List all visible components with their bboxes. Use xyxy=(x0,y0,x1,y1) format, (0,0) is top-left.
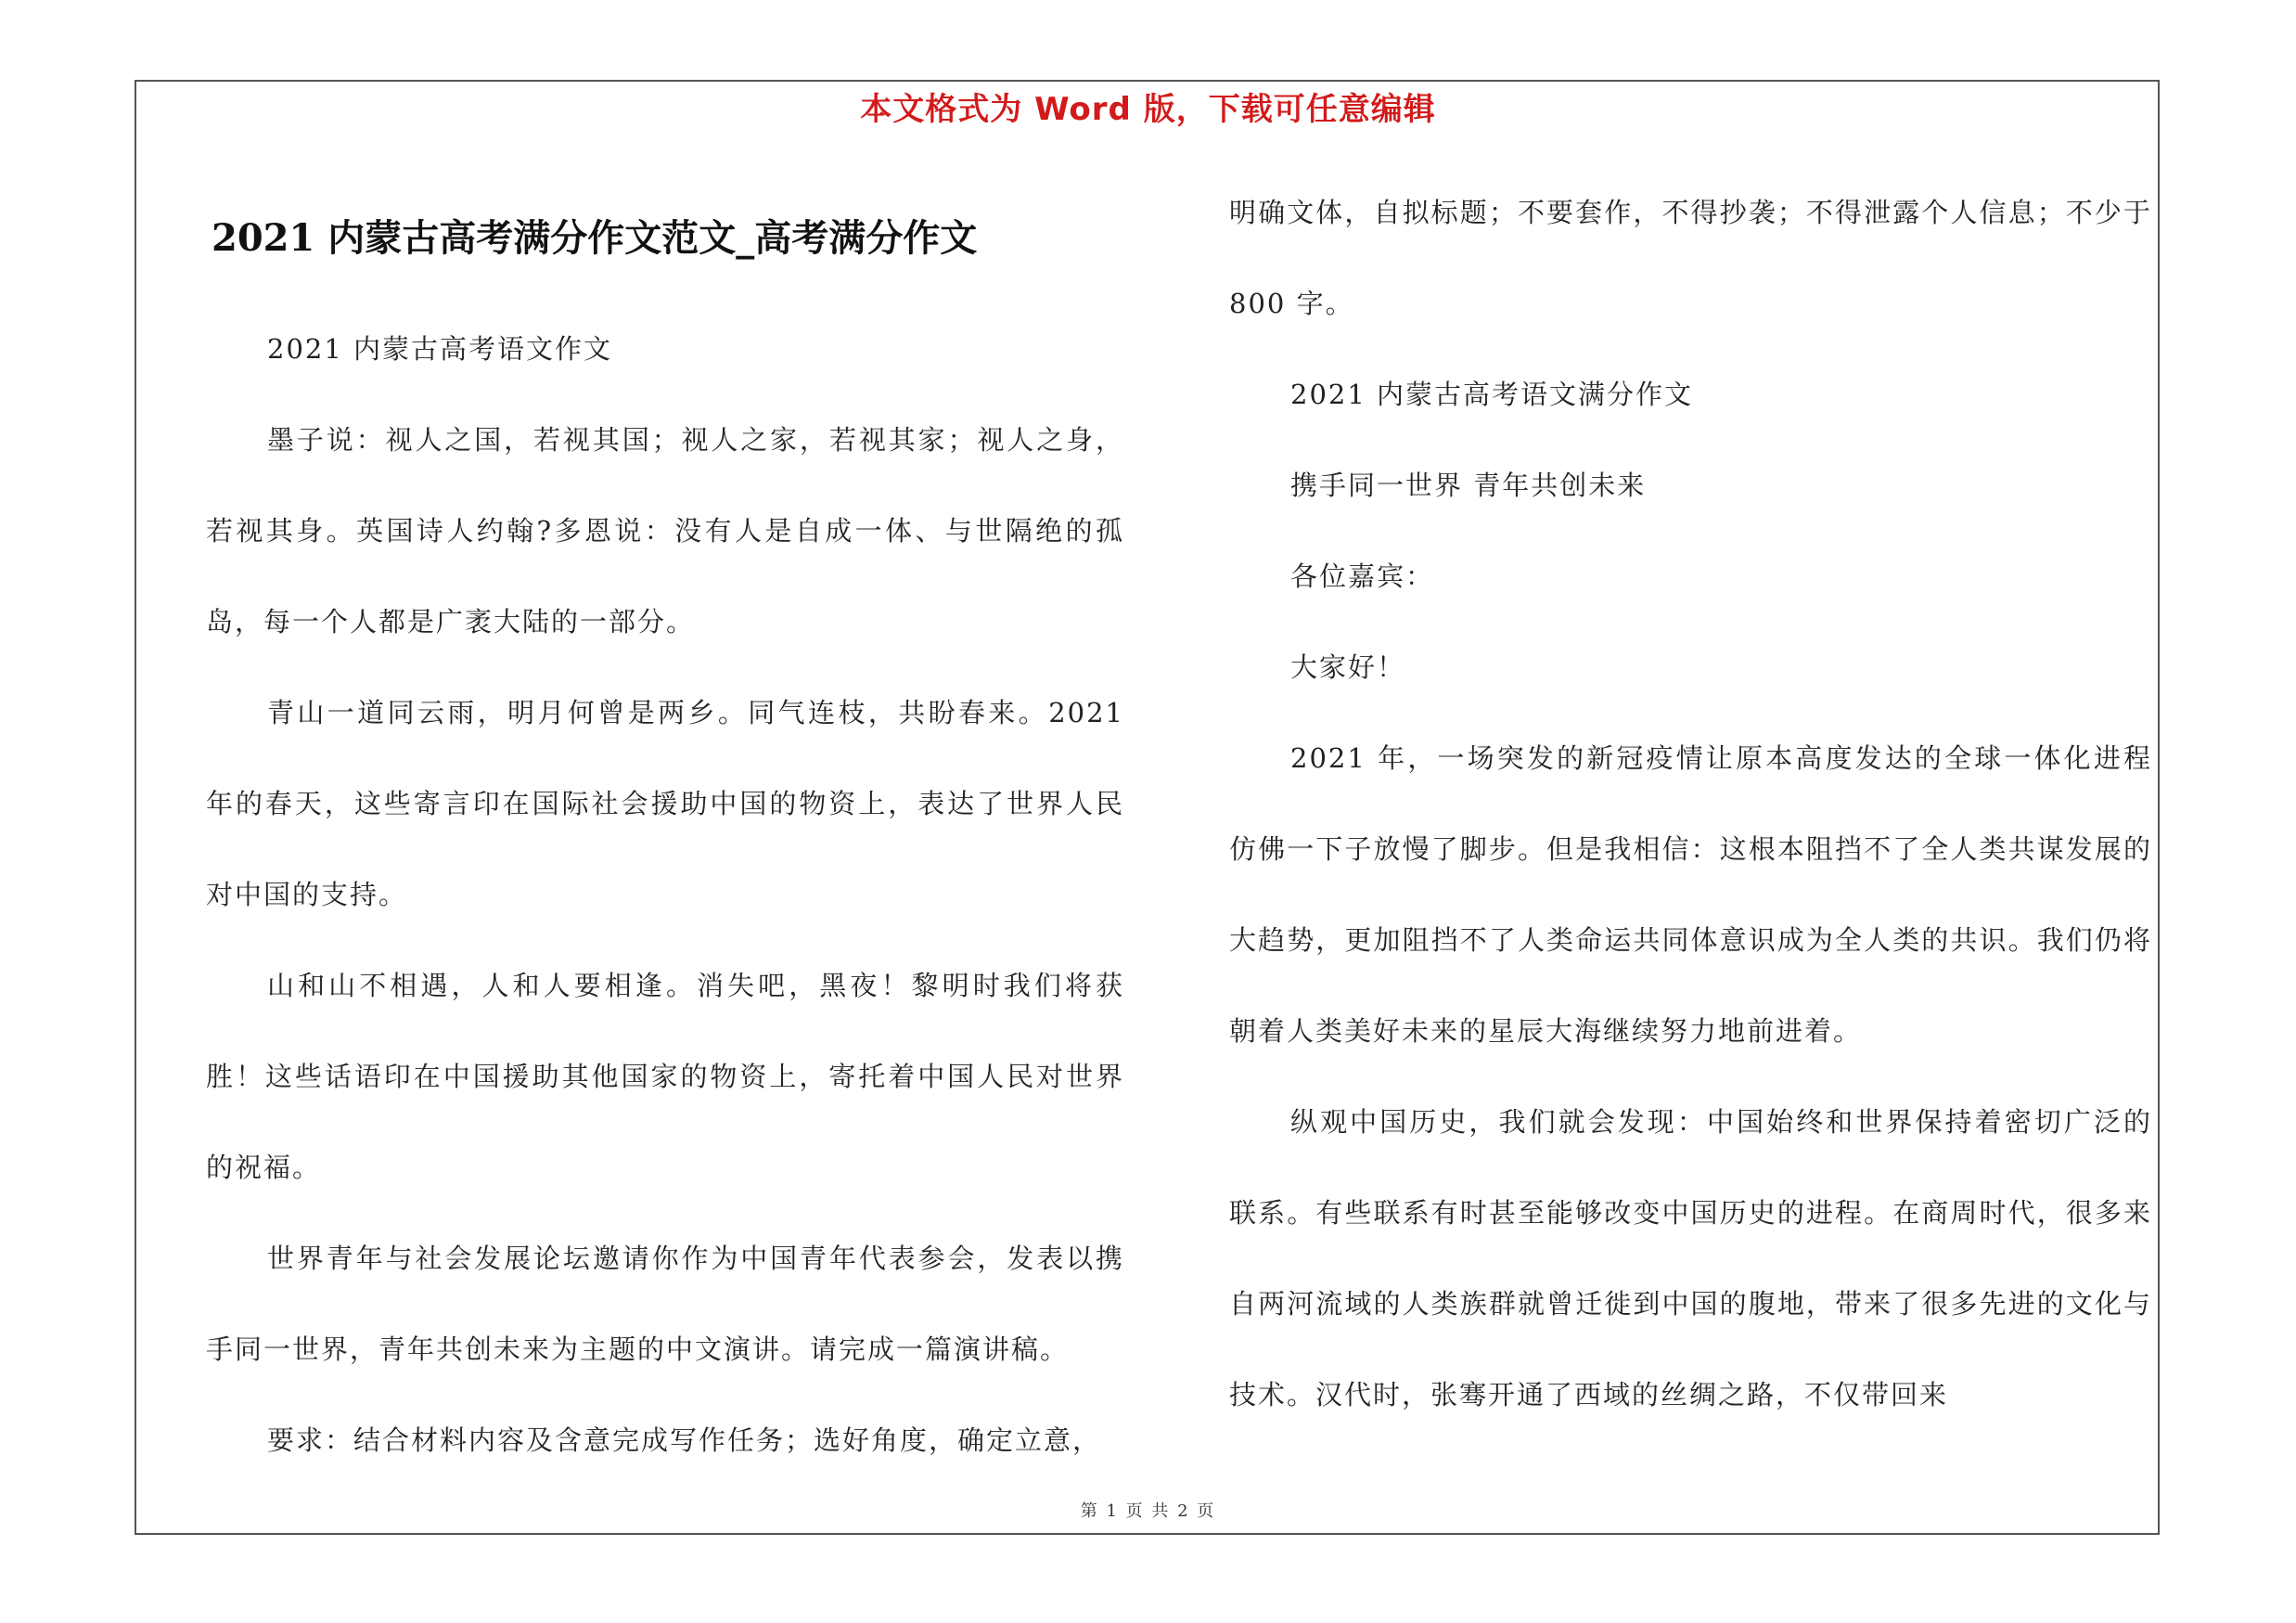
right-greeting: 各位嘉宾： xyxy=(1290,560,1435,592)
right-speech-title: 携手同一世界 青年共创未来 xyxy=(1290,470,1647,501)
left-para-1: 2021 内蒙古高考语文作文 xyxy=(267,333,613,365)
right-para-2: 2021 内蒙古高考语文满分作文 xyxy=(1290,379,1694,410)
left-para-5: 世界青年与社会发展论坛邀请你作为中国青年代表参会，发表以携手同一世界，青年共创未来为主题的中文演讲。请完成一篇演讲稿。 xyxy=(206,1243,1124,1365)
right-para-1: 明确文体，自拟标题；不要套作，不得抄袭；不得泄露个人信息；不少于 800 字。 xyxy=(1229,197,2152,319)
word-format-banner: 本文格式为 Word 版，下载可任意编辑 xyxy=(860,91,1436,128)
right-para-6: 2021 年，一场突发的新冠疫情让原本高度发达的全球一体化进程仿佛一下子放慢了脚步。但是我相信：这根本阻挡不了全人类共谋发展的大趋势，更加阻挡不了人类命运共同体意识成为全人类的共识。我们仍将朝着人类美好未来的星辰大海继续努力地前进着。 xyxy=(1229,742,2152,1047)
page-number-footer: 第 1 页 共 2 页 xyxy=(1080,1501,1216,1521)
left-para-4: 山和山不相遇，人和人要相逢。消失吧，黑夜！黎明时我们将获胜！这些话语印在中国援助其他国家的物资上，寄托着中国人民对世界的祝福。 xyxy=(206,970,1124,1183)
right-hello: 大家好！ xyxy=(1290,651,1406,683)
left-para-6: 要求：结合材料内容及含意完成写作任务；选好角度，确定立意， xyxy=(267,1424,1102,1456)
left-para-2: 墨子说：视人之国，若视其国；视人之家，若视其家；视人之身，若视其身。英国诗人约翰?多恩说：没有人是自成一体、与世隔绝的孤岛，每一个人都是广袤大陆的一部分。 xyxy=(206,424,1124,638)
left-para-3: 青山一道同云雨，明月何曾是两乡。同气连枝，共盼春来。2021 年的春天，这些寄言印在国际社会援助中国的物资上，表达了世界人民对中国的支持。 xyxy=(206,697,1124,910)
document-title: 2021 内蒙古高考满分作文范文_高考满分作文 xyxy=(212,216,978,260)
right-para-7: 纵观中国历史，我们就会发现：中国始终和世界保持着密切广泛的联系。有些联系有时甚至能够改变中国历史的进程。在商周时代，很多来自两河流域的人类族群就曾迁徙到中国的腹地，带来了很多先进的文化与技术。汉代时，张骞开通了西域的丝绸之路，不仅带回来 xyxy=(1229,1106,2152,1410)
